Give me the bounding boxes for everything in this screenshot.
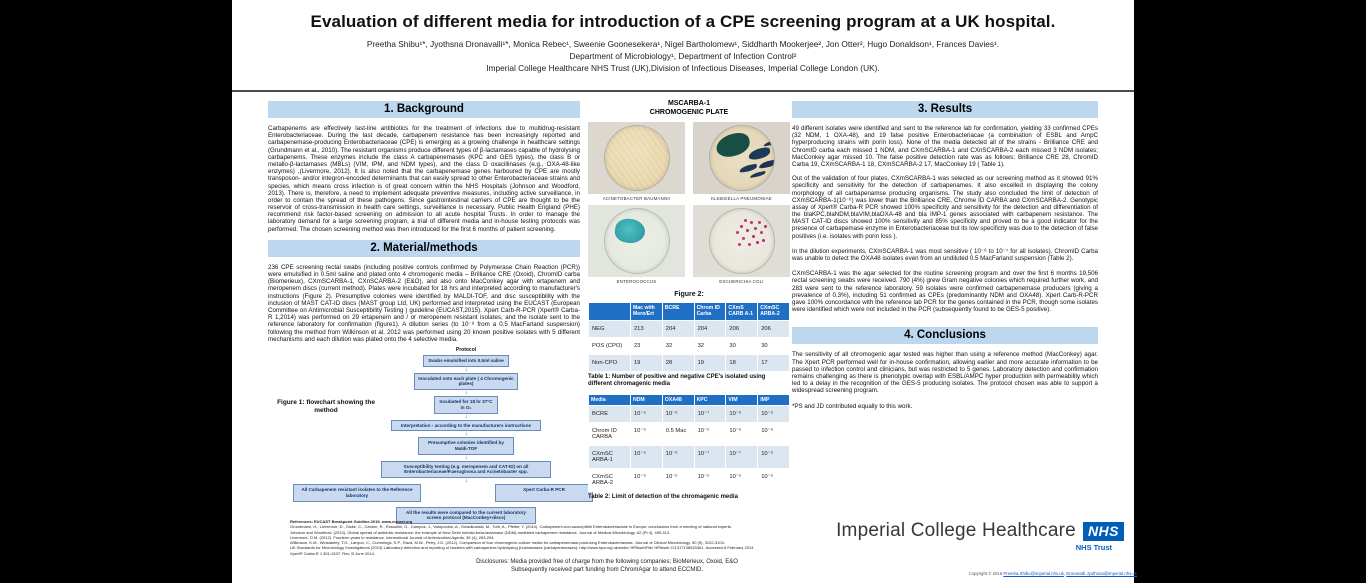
table-cell: 10⁻⁵: [695, 469, 726, 491]
row-label: CXmSC ARBA-1: [589, 446, 630, 468]
plate-acinetobacter: [588, 122, 685, 201]
background-text: Carbapenems are effectively last-line antibiotics for the treatment of infections due to multidrug-resistant Enterobacteriaceae. During the last decade, carbapenem resistance has been increasingly reported and carbapenemase-producing Enterobacteriaceae (CPE) is emerging as a growing challenge in healthcare settings (Grundmann et al., 2010). The resistant organisms produce different types of β-lactamases capable of hydrolysing carbapenems. These enzymes include the class A carbapenemases (KPC and GES types), the class B or metallo-β-lactamases (MBLs) (VIM, IPM, and NDM types), and the class D oxacillinases (e.g., OXA-48-like enzymes) ,(Livermore, 2012). It is also noted that the carbapenemase genes harboured by CPE are mostly transposon- and/or integron-encoded determinants that can easily spread to other Enterobacteriaceae strains and species, which means cross infection is of great concern within the NHS Hospitals (Johnson and Woodford, 2013). There is, therefore, a need to implement adequate preventive measures, including active surveillance, in order to contain the spread of these pathogens. Since gastrointestinal carriers of CPE are thought to be the reservoir of cross-transmission in health care settings, surveillance is necessary. Public Health England (PHE) recommend risk factor-based screening on admission to all acute hospital Trusts. In order to manage the laboratory demand for a large screening program, a trial of different media and in-house testing protocols was performed. The chosen screening method was then introduced for the first 6 months of patient screening.: [268, 125, 580, 233]
row-label: BCRE: [589, 406, 630, 422]
copyright-separator: ,: [1063, 571, 1067, 576]
table-cell: 19: [631, 355, 662, 371]
column-header: IMP: [758, 395, 789, 405]
section-heading-methods: 2. Material/methods: [268, 240, 580, 257]
flow-step: Incubated for 18 hr 37°C in O₂: [434, 396, 498, 413]
column-header: OXA48: [663, 395, 694, 405]
table-cell: 10⁻⁷: [695, 406, 726, 422]
flow-step: Swabs emulsified into 0.5ml saline: [423, 355, 509, 367]
colony-blob: [714, 131, 752, 160]
copyright-text: Copyright © 2016: [968, 571, 1004, 576]
plate-label: ACINETOBACTER BAUMANNII: [602, 196, 671, 202]
flow-step: Interpretation - according to the manufacturers instructions: [391, 420, 541, 432]
authors-line: Preetha Shibu¹*, Jyothsna Dronavalli¹*, Monica Rebec¹, Sweenie Goonesekera¹, Nigel Bartholomew¹, Siddharth Mookerjee², Jon Otter², Hugo Donaldson¹, Frances Davies¹.: [366, 39, 1000, 49]
table-cell: 10⁻⁶: [758, 446, 789, 468]
colony-blob: [613, 217, 646, 245]
row-label: NEG: [589, 321, 630, 337]
table-cell: 19: [695, 355, 726, 371]
table-cell: 10⁻⁶: [726, 406, 757, 422]
row-label: CXmSC ARBA-2: [589, 469, 630, 491]
plate-label: ENTEROCOCCUS: [616, 279, 657, 285]
table-row: [589, 423, 789, 445]
column-header: BCRE: [663, 303, 694, 319]
petri-dish-image: [710, 126, 774, 190]
table-cell: 10⁻⁵: [695, 423, 726, 445]
plate-label: ESCHERICHIA COLI: [719, 279, 764, 285]
flow-step: Susceptibility testing (e.g. meropenem and CAT-ID) on all Enterobacteriaceae/P.aeruginosa and Acinetobacter spp.: [381, 461, 551, 478]
plate-photo-grid: [588, 122, 790, 288]
plate-ecoli: [693, 205, 790, 284]
reference-line: UK Standards for Microbiology Investigations (2013) Laboratory detection and reporting of bacteria with carbapenem-hydrolysing β-lactamases (carbapenemases); http://www.hpa.org.uk/webc/ HPAwebFile/ HPAweb C/1317138520461. Accessed 8 February 2014.: [290, 545, 755, 551]
plate-photo: [588, 205, 685, 277]
conclusions-text: The sensitivity of all chromogenic agar tested was higher than using a reference method (MacConkey) agar. The Xpert PCR performed well for in-house confirmation, allowing earlier and more accurate information to be passed to infection control and clinicians, but was restricted to 5 genes. Laboratory detection and confirmation remains challenging as there is phenotypic overlap with ESBL/AMPC hyper production with permeability which led to a delay in the recognition of the GES-5 producing isolates. The protocol chosen was able to support a widespread screening program.: [792, 351, 1098, 395]
disclosures-line2: Subsequently received part funding from ChromAgar to attend ECCMID.: [510, 567, 704, 574]
column-right: [792, 101, 1098, 410]
copyright-line: [792, 571, 1137, 576]
table-cell: 10⁻⁵: [758, 469, 789, 491]
header-divider: [232, 90, 1134, 92]
page-title: Evaluation of different media for introduction of a CPE screening program at a UK hospital.: [310, 12, 1056, 31]
table-row: [589, 321, 789, 337]
table-cell: 10⁻⁶: [631, 406, 662, 422]
table-cell: 204: [663, 321, 694, 337]
petri-dish-image: [710, 209, 774, 273]
reference-line: Xpert® Carba-R 1 301-2437. Rev. B June 2014.: [290, 550, 375, 556]
table-cell: 10⁻⁶: [631, 446, 662, 468]
table-cell: 213: [631, 321, 662, 337]
column-header: CXmSC ARBA-2: [758, 303, 789, 319]
table-cell: 10⁻⁶: [663, 446, 694, 468]
table-cell: 206: [758, 321, 789, 337]
column-header: Media: [589, 395, 630, 405]
departments-line: Department of Microbiology¹, Department of Infection Control²: [569, 51, 797, 61]
table-cell: 10⁻⁶: [631, 469, 662, 491]
table-cell: 18: [726, 355, 757, 371]
column-header: Chrom ID Carba: [695, 303, 726, 319]
figure1-flowchart: [277, 346, 592, 524]
references-block: [290, 519, 835, 556]
table2-limit-of-detection: [588, 394, 790, 492]
plate-photo: [693, 122, 790, 194]
column-header: [589, 303, 630, 319]
table-row: [589, 355, 789, 371]
figure2-title-line2: CHROMOGENIC PLATE: [649, 109, 729, 117]
plate-label: KLEBSIELLA PNEUMONIAE: [711, 196, 772, 202]
table-cell: 23: [631, 338, 662, 354]
column-middle: [588, 99, 790, 506]
table-cell: 10⁻⁷: [726, 446, 757, 468]
nhs-trust-label: NHS Trust: [1075, 543, 1112, 552]
imperial-logo-text: Imperial College Healthcare: [836, 520, 1076, 541]
table-cell: 204: [695, 321, 726, 337]
imperial-nhs-logo: [824, 520, 1134, 552]
table-cell: 10⁻⁵: [726, 469, 757, 491]
table-row: [589, 338, 789, 354]
results-paragraph: CXmSCARBA-1 was the agar selected for the routine screening program and over the first 6 months 19,506 rectal screening swabs were received. 790 (4%) grew Gram negative colonies which required further work, and 283 were sent to the reference laboratory. 59 isolates were confirmed carbapenemase producers (giving a prevalence of 0.3%), including 51 confirmed as CPEs (predominantly NDM and OXA48). Xpert Carb-R-PCR gave 100% concordance with the reference lab PCR for the genes contained in the PCR, though some isolates were identified which were not included in the PCR (subsequently found to be GES-5 positive).: [792, 270, 1098, 314]
poster: [232, 0, 1137, 583]
table-row: [589, 469, 789, 491]
flow-step: Xpert Carba-R PCR: [495, 484, 593, 501]
flow-step: All Carbapenem resistant isolates to the Reference laboratory: [293, 484, 421, 501]
table-cell: 0.5 Mac: [663, 423, 694, 445]
column-left: [268, 101, 580, 524]
table-cell: 17: [758, 355, 789, 371]
table-cell: 10⁻⁶: [758, 406, 789, 422]
table-cell: 32: [695, 338, 726, 354]
table-cell: 32: [663, 338, 694, 354]
table2-caption: Table 2: Limit of detection of the chromagenic media: [588, 493, 738, 500]
column-header: NDM: [631, 395, 662, 405]
table-row: [589, 406, 789, 422]
table-cell: 28: [663, 355, 694, 371]
author-email-link[interactable]: Preetha.Shibu@imperial.nhs.uk: [1003, 571, 1064, 576]
column-header: Mac with Mero/Ert: [631, 303, 662, 319]
flow-step: Presumptive colonies identified by Maldi-TOF: [418, 437, 514, 454]
table-cell: 10⁻⁶: [631, 423, 662, 445]
reference-line: Grundmann, H., Livermore, D., Giske, C., Canton, R., Rossolini, G., Campos, J., Vatopoulos, A., Gniadkowski, M., Toth, A., Pfeifer, Y. (2010). Carbapenem-non-susceptible Enterobacteriaceae in Europe: conclusions from a meeting of national experts.: [290, 524, 732, 530]
petri-dish-image: [605, 209, 669, 273]
author-email-link[interactable]: Dronavalli.Jyothsna@imperial.nhs.uk: [1066, 571, 1137, 576]
row-label: Non-CPO: [589, 355, 630, 371]
section-heading-results: 3. Results: [792, 101, 1098, 118]
reference-line: Livermore, D.M. (2012). Fourteen years in resistance. International Journal of Antimicrobial Agents. 39 (4), 283-294.: [290, 534, 495, 540]
results-paragraph: In the dilution experiments, CXmSCARBA-1 was most sensitive ( 10⁻⁶ to 10⁻⁷ for all isolates). ChromID Carba was unable to detect the OXA48 isolates even from an undiluted 0.5 MacFarland suspension (Table 2).: [792, 247, 1098, 262]
plate-enterococcus: [588, 205, 685, 284]
colony-dots: [744, 219, 747, 222]
figure2-title: [588, 99, 790, 117]
flow-step: All the results were compared to the current laboratory screen protocol (MacConkey+discs): [396, 507, 536, 524]
column-header: CXmS CARB A-1: [726, 303, 757, 319]
petri-dish-image: [605, 126, 669, 190]
plate-klebsiella: [693, 122, 790, 201]
institution-line: Imperial College Healthcare NHS Trust (UK),Division of Infectious Diseases, Imperial College London (UK).: [486, 63, 880, 73]
table-cell: 10⁻⁷: [695, 446, 726, 468]
table1-caption: Table 1: Number of positive and negative CPE's isolated using different chromagenic media: [588, 373, 766, 388]
table-cell: 10⁻⁶: [663, 406, 694, 422]
column-header: KPC: [695, 395, 726, 405]
reference-line: References: EUCAST Breakpoint Guidline.2015. www.eucast.org: [290, 519, 413, 524]
row-label: Chrom ID CARBA: [589, 423, 630, 445]
table-cell: 10⁻⁶: [726, 423, 757, 445]
protocol-label: Protocol: [455, 346, 477, 353]
section-heading-background: 1. Background: [268, 101, 580, 118]
nhs-logo: NHS: [1083, 522, 1124, 541]
figure2-title-line1: MSCARBA-1: [668, 100, 710, 107]
table-cell: 30: [726, 338, 757, 354]
table-cell: 30: [758, 338, 789, 354]
table-cell: 10⁻⁶: [758, 423, 789, 445]
table-row: [589, 446, 789, 468]
flow-step: Inoculated onto each plate ( 4 Chromogenic plates): [414, 373, 518, 390]
figure2-caption: Figure 2:: [674, 291, 704, 299]
disclosures: [382, 558, 832, 574]
disclosures-line1: Disclosures: Media provided free of charge from the following companies; BioMerieux, Oxoid, E&O: [476, 559, 738, 565]
results-paragraph: Out of the validation of four plates, CXmSCARBA-1 was selected as our screening method as it showed 91% specificity and sensitivity for the detection of carbapenames. It also excelled in displaying the colony morphology of all carbapenamse producing organisms. The study also concluded the limit of detection of CXmSCARBA-1(10⁻⁶) was lower than the Brilliance CRE, Chrome ID CARBA and CXmSCARBA-2. Genotypic assay of Xpert® Carba-R PCR showed 100% specificity and sensitivity for the detection and differentiation of the blaKPC,blaNDM,blaVIM,blaOXA-48 and bla IMP-1 genes associated with carbapenem resistance. The MAST CAT-ID discs showed 100% sensitivity and 85% specificity and proved to be a good indicator for the presence of carbapemase enzyme in Enterobacteriaceae but its low specificity was due to the detection of false positives (i.e. isolates with porin loss ).: [792, 175, 1098, 240]
figure1-caption: Figure 1: flowchart showing the method: [277, 398, 375, 415]
results-paragraph: 49 different isolates were identified and sent to the reference lab for confirmation, yielding 33 confirmed CPEs (32 NDM, 1 OXA-48), and 19 false positive Enterobacteriacae (a combination of ESBL and AmpC hyperproducing strains with porin loss). None of the media detected all of the strains - Brilliance CRE and ChromID carba each missed 1 NDM, and CXmSCARBA-1 and CXnSCARBA-2 each missed 3 NDM isolates; MacConkey agar missed 10. The false positive detection rate was as follows: Brilliance CRE 28, ChromID Carba 19, CXmSCARBA-1 18, CXmSCARBA-2 17, MacConkey 19 ( Table 1).: [792, 125, 1098, 168]
reference-line: Wilkinson, K.M., Winstanley, T.G., Lanyon, C., Cummings, S.P., Raza, M.W., Perry, J.D. (2012). Comparison of four chromogenic culture media for carbapenemase-producing Enterobacteriaceae. Journal of Clinical Microbiology. 50 (9), 3102-3104.: [290, 540, 725, 546]
table-cell: 10⁻⁵: [663, 469, 694, 491]
plate-photo: [693, 205, 790, 277]
equal-contribution-note: *PS and JD contributed equally to this work.: [792, 403, 913, 411]
table-cell: 206: [726, 321, 757, 337]
section-heading-conclusions: 4. Conclusions: [792, 327, 1098, 344]
reference-line: Johnson and Woodford, (2013). Global spread of antibiotic resistance: the example of New Delhi metallo-beta-lactamase (NDM)-mediated carbapenem resistance. Journal of Medical Microbiology. 62 (Pt 4), 499-513.: [290, 529, 671, 535]
column-header: VIM: [726, 395, 757, 405]
plate-photo: [588, 122, 685, 194]
row-label: POS (CPO): [589, 338, 630, 354]
methods-text: 236 CPE screening rectal swabs (including positive controls confirmed by Polymerase Chain Reaction (PCR)) were emulsified in 0.5ml saline and plated onto 4 chromogenic media – Brilliance CRE (Oxoid), ChromID carba (Biomerieux), CXmSCARBA-1, CXnSCARBA-2 (E&O), and also onto MacConkey agar with ertapenem and meropenem discs (current method). Plates were incubated for 18 hrs and interpreted according to manufacturer's instructions (Figure 2). Presumptive colonies were identified by MALDI-TOF, and disc susceptibility with the inclusion of MAST CAT-ID discs (MAST group Ltd, UK) performed and interpreted using the EUCAST (European Committee on Antimicrobial Susceptibility Testing ) guideline (EUCAST,2015). Xpert Carb-R-PCR (Xpert® Carba-R 1,2014) was performed on 29 ertapenem and / or meropenem resistant isolates, and the isolate sent to the reference laboratory for confirmation (figure1). A dilution series (to 10⁻⁸ from a 0.5 MacFarland suspension) following the method from Wilkinson et al. 2012 was performed using 20 known positive isolates with 5 different mechanisms and each dilution was plated onto the 4 selective media.: [268, 263, 580, 343]
table1-pos-neg-isolates: [588, 302, 790, 371]
